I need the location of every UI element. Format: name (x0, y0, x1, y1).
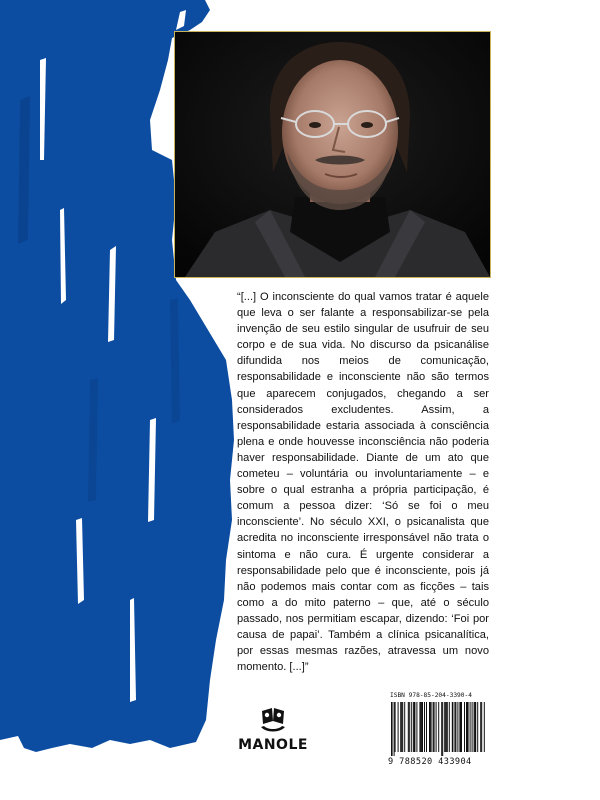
publisher-logo (232, 705, 314, 765)
author-portrait-illustration (175, 32, 490, 277)
author-photo (174, 31, 491, 278)
isbn-barcode (388, 692, 488, 770)
barcode-bars (391, 702, 485, 756)
isbn-digits: 9 788520 433904 (388, 757, 472, 767)
publisher-name: MANOLE (238, 737, 308, 753)
isbn-label: ISBN 978-85-204-3390-4 (390, 692, 472, 699)
publisher-mark-icon (258, 705, 288, 735)
quote-text: “[...] O inconsciente do qual vamos tratar é aquele que leva o ser falante a responsabilizar-se pela invenção de seu estilo singular de usufruir de seu corpo e de sua vida. No discurso da psicanálise difundida nos meios de comunicação, responsabilidade e inconsciente não são termos que aparecem conjugados, chegando a ser considerados excludentes. Assim, a responsabilidade estaria associada à consciência plena e onde houvesse inconsciência não poderia haver responsabilidade. Diante de um ato que cometeu – voluntária ou involuntariamente – e sobre o qual estranha a própria participação, é comum a pessoa dizer: ‘Só se foi o meu inconsciente’. No século XXI, o psicanalista que acredita no inconsciente irresponsável não trata o sintoma e não cura. É urgente considerar a responsabilidade pelo que é inconsciente, pois já não podemos mais contar com as ficções – tais como a do mito paterno – que, até o século passado, nos permitiam escapar, dizendo: ‘Foi por causa de papai’. Também a clínica psicanalítica, por essas mesmas razões, atravessa um novo momento. [...]” (237, 291, 489, 674)
back-cover-quote (237, 289, 489, 675)
